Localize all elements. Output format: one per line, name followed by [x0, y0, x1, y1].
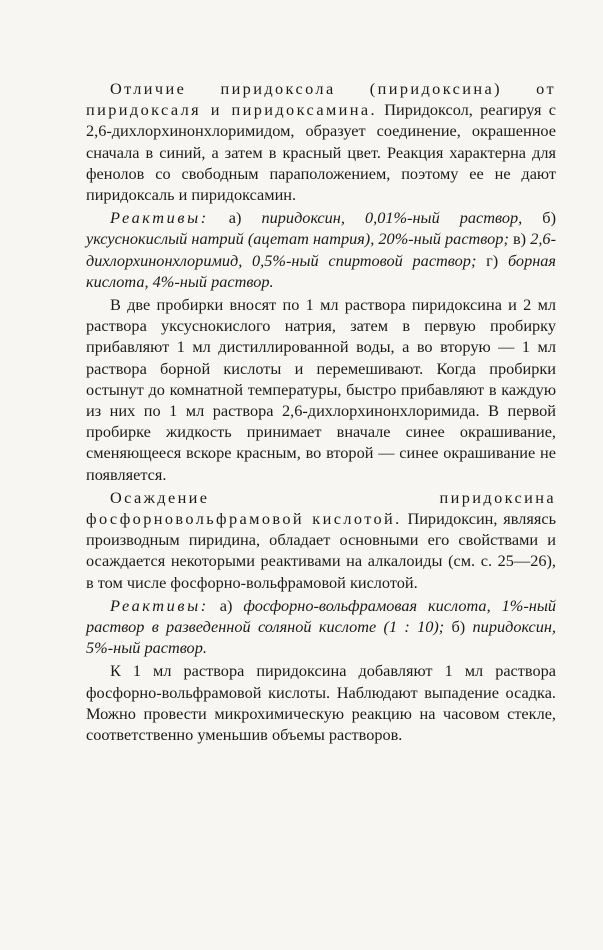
reagents-label: Реактивы:: [110, 595, 209, 615]
reagent-a: фосфорно-вольфрамовая кислота, 1%-ный раствор в разведенной соляной кислоте (1 : 10);: [86, 595, 556, 637]
reagent-marker-a: а): [208, 595, 244, 615]
reagents-label: Реактивы:: [110, 208, 209, 228]
paragraph-text: Пиридоксин, являясь производным пиридина, обладает основными его свойствами и осаждается некоторыми реактивами на алкалоиды (см. с. 25—26), в том числе фосфорно-вольфрамовой кислотой.: [86, 509, 556, 592]
paragraph-text: К 1 мл раствора пиридоксина добавляют 1 мл раствора фосфорно-вольфрамовой кислоты. Наблюдают выпадение осадка. Можно провести микрохимическую реакцию на часовом стекле, соответственно уменьшив объемы растворов.: [86, 661, 556, 745]
reagent-v: 2,6-дихлорхинонхлоримид, 0,5%-ный спиртовой раствор;: [86, 229, 556, 270]
reagent-b: пиридоксин, 5%-ный раствор.: [86, 617, 556, 658]
paragraph-procedure-1: [86, 294, 556, 485]
reagent-a: пиридоксин, 0,01%-ный раствор,: [261, 208, 523, 228]
reagent-marker-g: г): [476, 250, 508, 270]
paragraph-reagents-1: [86, 207, 556, 292]
reagent-b: уксуснокислый натрий (ацетат натрия), 20%-ный раствор;: [86, 229, 509, 249]
paragraph-pyridoxine-precipitation: [86, 487, 556, 593]
reagent-marker-v: в): [508, 229, 531, 249]
reagent-marker-b: б): [522, 208, 557, 228]
reagent-marker-b: б): [444, 617, 473, 637]
section-heading-pyridoxol-distinction: Отличие пиридоксола (пиридоксина) от пиридоксаля и пиридоксамина.: [86, 79, 556, 120]
paragraph-text: В две пробирки вносят по 1 мл раствора пиридоксина и 2 мл раствора уксуснокислого натрия, затем в первую пробирку прибавляют 1 мл дистиллированной воды, а во вторую — 1 мл раствора борной кислоты и перемешивают. Когда пробирки остынут до комнатной температуры, быстро прибавляют в каждую из них по 1 мл раствора 2,6-дихлорхинонхлоримида. В первой пробирке жидкость принимает вначале синее окрашивание, сменяющееся вскоре красным, во второй — синее окрашивание не появляется.: [86, 295, 556, 484]
reagent-marker-a: а): [208, 208, 262, 228]
paragraph-text: Пиридоксол, реагируя с 2,6-дихлорхинонхлоримидом, образует соединение, окрашенное сначала в синий, а затем в красный цвет. Реакция характерна для фенолов со свободным параположением, поэтому ее не дают пиридоксаль и пиридоксамин.: [86, 100, 556, 205]
paragraph-pyridoxol-distinction: [86, 78, 556, 205]
paragraph-procedure-2: [86, 660, 556, 745]
document-page: [86, 78, 556, 745]
reagent-g: борная кислота, 4%-ный раствор.: [86, 250, 556, 291]
section-heading-pyridoxine-precipitation: Осаждение пиридоксина фосфорновольфрамовой кислотой.: [86, 487, 556, 529]
paragraph-reagents-2: [86, 595, 556, 659]
